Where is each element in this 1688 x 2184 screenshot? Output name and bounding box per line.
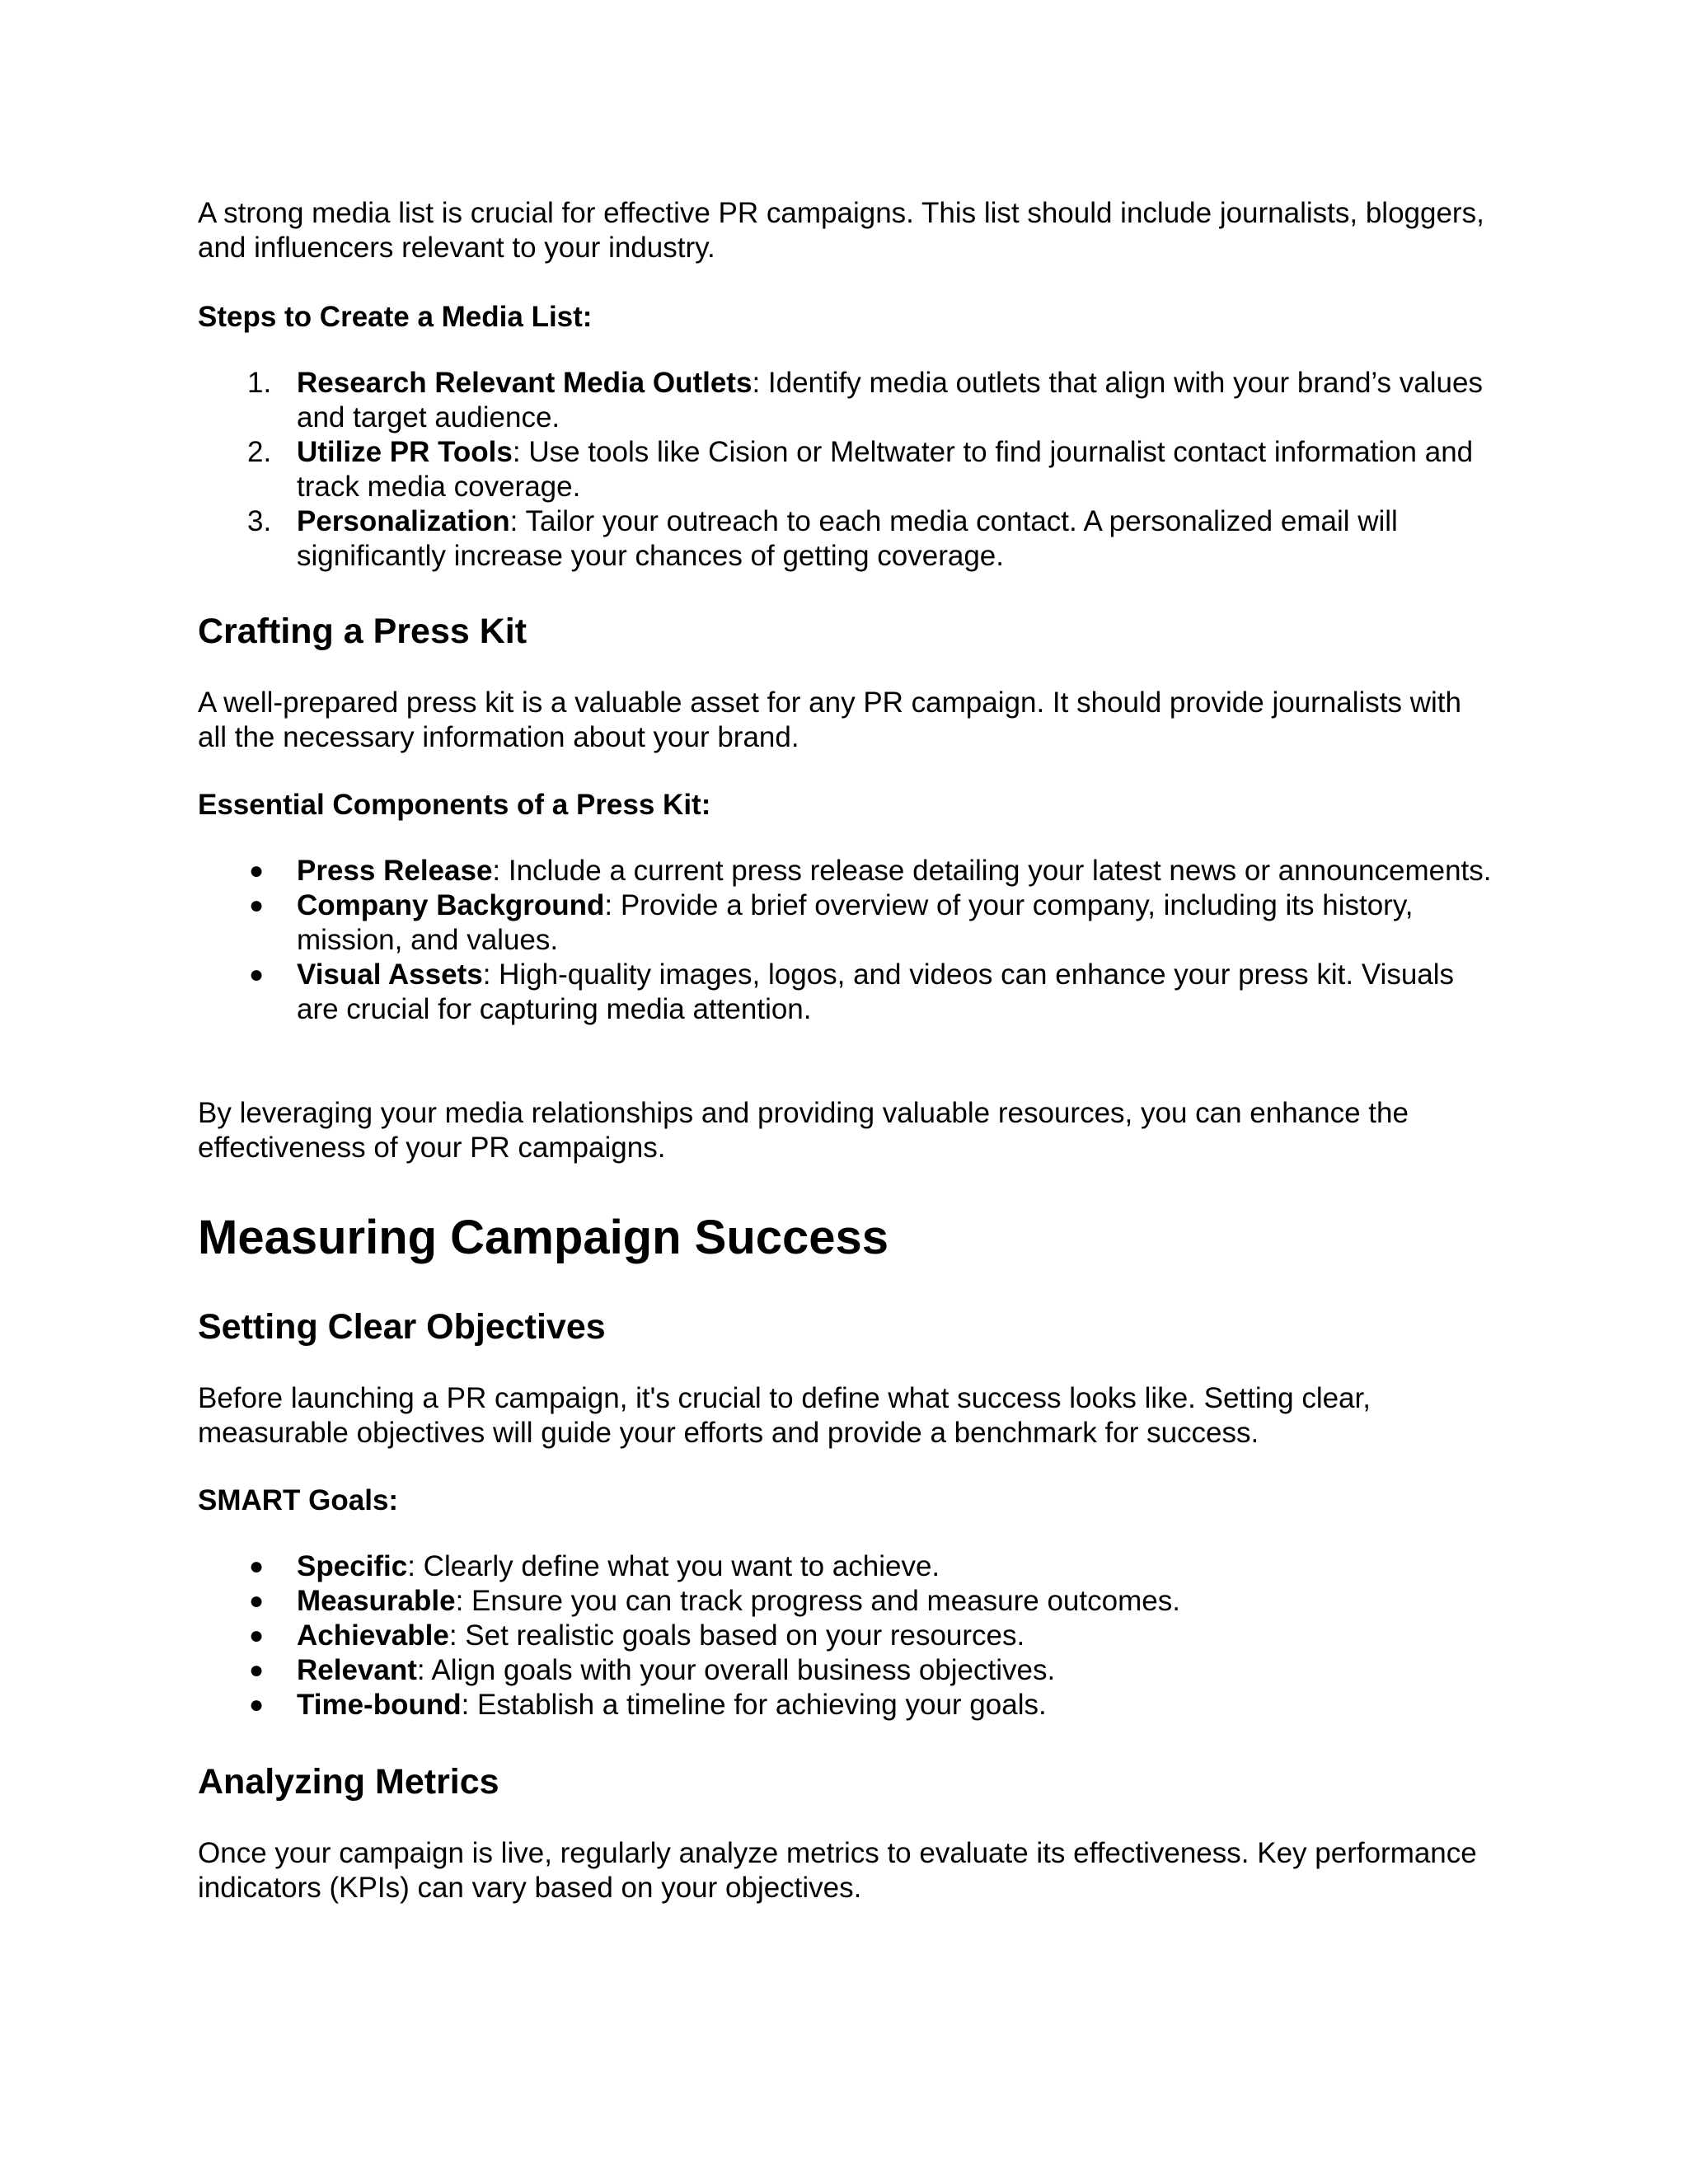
bullet-icon: ● — [249, 857, 265, 884]
bullet-icon: ● — [249, 1657, 265, 1684]
list-item-desc: : Clearly define what you want to achieve. — [407, 1550, 940, 1582]
list-item-desc: : Tailor your outreach to each media contact. A personalized email will significantly increase your chances of getting coverage. — [297, 505, 1398, 572]
list-item — [198, 366, 1492, 435]
list-item-desc: : Use tools like Cision or Meltwater to find journalist contact information and track media coverage. — [297, 436, 1474, 503]
objectives-heading: Setting Clear Objectives — [198, 1307, 606, 1347]
list-marker: 1. — [247, 367, 272, 399]
bullet-icon: ● — [249, 961, 265, 988]
list-item-term: Research Relevant Media Outlets — [297, 367, 753, 399]
bullet-icon: ● — [249, 1622, 265, 1649]
list-item-term: Personalization — [297, 505, 510, 537]
list-item — [198, 435, 1492, 504]
list-item-desc: : Identify media outlets that align with your brand’s values and target audience. — [297, 367, 1483, 434]
list-item-term: Specific — [297, 1550, 408, 1582]
list-item-desc: : Align goals with your overall business objectives. — [416, 1654, 1056, 1686]
list-item — [198, 854, 1492, 888]
press-kit-label: Essential Components of a Press Kit: — [198, 789, 711, 821]
list-item-term: Measurable — [297, 1585, 456, 1617]
list-item — [198, 1619, 1492, 1653]
smart-goals-list — [198, 1549, 1492, 1722]
metrics-paragraph: Once your campaign is live, regularly analyze metrics to evaluate its effectiveness. Key performance indicators (KPIs) can vary based on your objectives. — [198, 1837, 1477, 1904]
list-item-term: Time-bound — [297, 1689, 462, 1721]
objectives-paragraph: Before launching a PR campaign, it's crucial to define what success looks like. Setting clear, measurable objectives will guide your efforts and provide a benchmark for success. — [198, 1382, 1371, 1449]
intro-paragraph: A strong media list is crucial for effective PR campaigns. This list should include journalists, bloggers, and influencers relevant to your industry. — [198, 197, 1484, 264]
list-item-term: Achievable — [297, 1619, 449, 1652]
measuring-heading: Measuring Campaign Success — [198, 1211, 889, 1264]
document-page — [198, 0, 1492, 2184]
list-item-desc: : Include a current press release detailing your latest news or announcements. — [492, 855, 1492, 887]
list-item-desc: : High-quality images, logos, and videos can enhance your press kit. Visuals are crucial for capturing media attention. — [297, 958, 1455, 1025]
list-item-term: Press Release — [297, 855, 493, 887]
bullet-icon: ● — [249, 1553, 265, 1580]
media-list-label: Steps to Create a Media List: — [198, 301, 593, 333]
list-marker: 2. — [247, 436, 272, 468]
press-kit-components — [198, 854, 1492, 1027]
list-item — [198, 958, 1492, 1027]
bullet-icon: ● — [249, 1691, 265, 1718]
bullet-icon: ● — [249, 1587, 265, 1615]
list-item-term: Company Background — [297, 889, 605, 921]
list-item-term: Relevant — [297, 1654, 417, 1686]
list-item-term: Visual Assets — [297, 958, 483, 991]
media-list-steps — [198, 366, 1492, 574]
metrics-heading: Analyzing Metrics — [198, 1762, 499, 1802]
list-marker: 3. — [247, 505, 272, 537]
list-item-term: Utilize PR Tools — [297, 436, 513, 468]
list-item-desc: : Provide a brief overview of your company, including its history, mission, and values. — [297, 889, 1414, 956]
bullet-icon: ● — [249, 892, 265, 919]
smart-goals-label: SMART Goals: — [198, 1484, 399, 1516]
list-item — [198, 504, 1492, 574]
list-item-desc: : Ensure you can track progress and measure outcomes. — [455, 1585, 1180, 1617]
list-item — [198, 1653, 1492, 1688]
list-item-desc: : Set realistic goals based on your resources. — [448, 1619, 1025, 1652]
press-kit-heading: Crafting a Press Kit — [198, 612, 528, 651]
list-item — [198, 888, 1492, 958]
list-item — [198, 1584, 1492, 1619]
press-kit-closing-paragraph: By leveraging your media relationships and providing valuable resources, you can enhance the effectiveness of your PR campaigns. — [198, 1097, 1409, 1164]
list-item-desc: : Establish a timeline for achieving your goals. — [461, 1689, 1047, 1721]
list-item — [198, 1549, 1492, 1584]
list-item — [198, 1688, 1492, 1722]
press-kit-paragraph: A well-prepared press kit is a valuable asset for any PR campaign. It should provide journalists with all the necessary information about your brand. — [198, 687, 1461, 753]
